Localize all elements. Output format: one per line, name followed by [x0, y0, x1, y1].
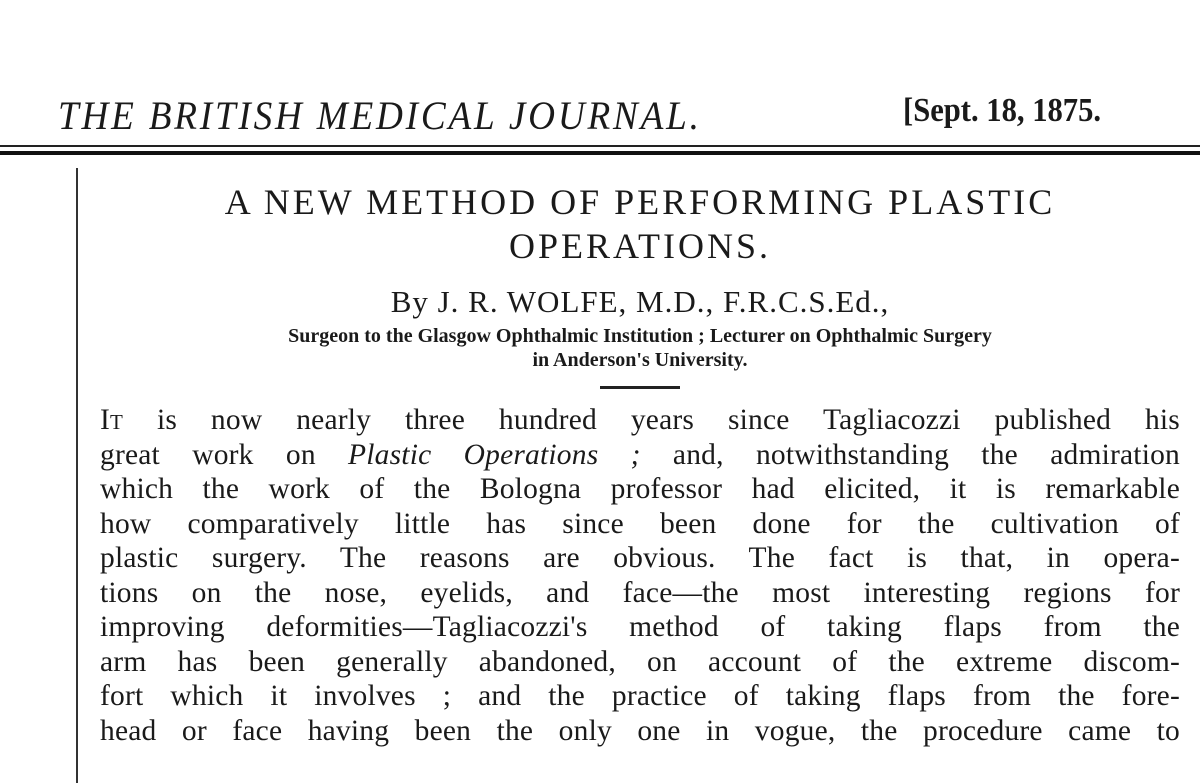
headline-line-1: A NEW METHOD OF PERFORMING PLASTIC — [224, 182, 1056, 222]
body-line-1 — [100, 403, 1180, 438]
body-line-2 — [100, 438, 1180, 473]
body-line-2-text-a: great work on — [100, 438, 349, 471]
body-line-1-text: is now nearly three hundred years since Tagliacozzi published his — [123, 404, 1180, 436]
body-line-3: which the work of the Bologna professor had elicited, it is remarkable — [100, 473, 1180, 505]
section-separator — [600, 386, 680, 389]
issue-date: [Sept. 18, 1875. — [903, 92, 1102, 129]
body-line-2-text-b: and, notwithstanding the admiration — [640, 438, 1180, 471]
body-line-6: tions on the nose, eyelids, and face—the most interesting regions for — [100, 576, 1180, 609]
affiliation-line-1: Surgeon to the Glasgow Ophthalmic Institution ; Lecturer on Ophthalmic Surgery — [288, 325, 992, 347]
body-line-4: how comparatively little has since been done for the cultivation of — [100, 507, 1180, 540]
masthead — [0, 0, 1200, 160]
body-line-9: fort which it involves ; and the practice of taking flaps from the fore- — [100, 680, 1180, 712]
drop-cap: It — [100, 404, 124, 436]
column-divider — [76, 168, 78, 783]
affiliation-line-2: in Anderson's University. — [532, 349, 748, 371]
book-title: Plastic Operations ; — [348, 438, 641, 471]
body-line-10: head or face having been the only one in vogue, the procedure came to — [100, 714, 1180, 747]
journal-title: THE BRITISH MEDICAL JOURNAL. — [58, 93, 702, 138]
author-byline: By J. R. WOLFE, M.D., F.R.C.S.Ed., — [390, 284, 890, 319]
author-affiliation — [100, 324, 1180, 372]
article — [100, 170, 1180, 748]
header-rule-thin — [0, 145, 1200, 147]
header-rule-thick — [0, 151, 1200, 155]
article-body — [100, 403, 1180, 748]
headline-line-2: OPERATIONS. — [508, 226, 772, 266]
body-line-5: plastic surgery. The reasons are obvious. The fact is that, in opera- — [100, 542, 1180, 574]
body-line-8: arm has been generally abandoned, on account of the extreme discom- — [100, 645, 1180, 678]
body-line-7: improving deformities—Tagliacozzi's method of taking flaps from the — [100, 611, 1180, 643]
article-headline — [100, 180, 1180, 268]
